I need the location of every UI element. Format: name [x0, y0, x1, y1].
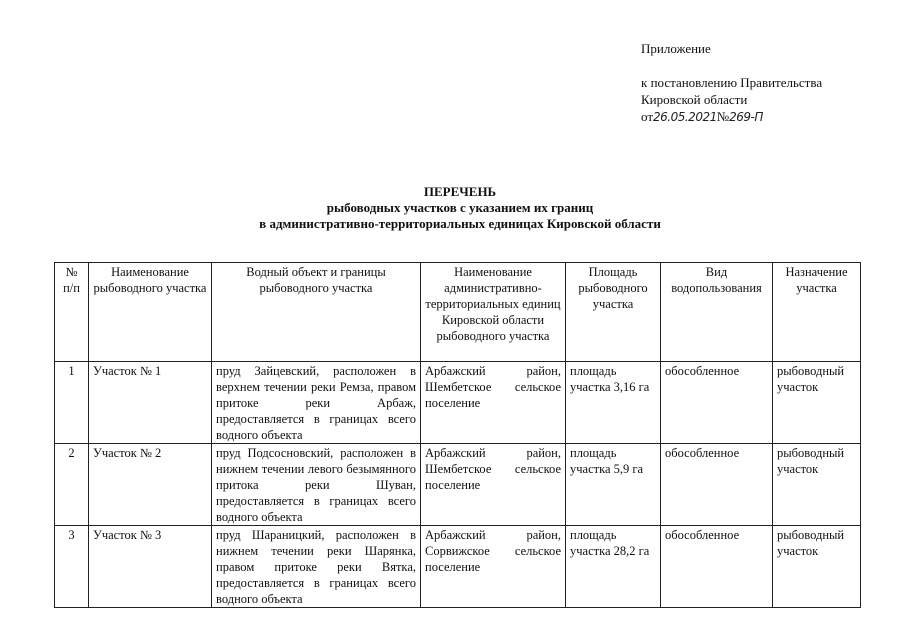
table-header-row [55, 263, 861, 362]
row-name: Участок № 3 [89, 526, 212, 608]
appendix-date-line [641, 108, 822, 126]
row-num: 3 [55, 526, 89, 608]
row-admin: Арбажский район, Шембетское сельское поселение [421, 362, 566, 444]
row-water: пруд Шараницкий, расположен в нижнем течении реки Шарянка, правом притоке реки Вятка, предоставляется в границах всего водного объекта [212, 526, 421, 608]
handwritten-date: 26.05.2021 [653, 110, 717, 124]
header-area: Площадь рыбоводного участка [566, 263, 661, 362]
row-water: пруд Подсосновский, расположен в нижнем течении левого безымянного притока реки Шуван, предоставляется в границах всего водного объекта [212, 444, 421, 526]
date-prefix: от [641, 109, 654, 124]
fishery-sites-table [54, 262, 861, 608]
row-area: площадь участка 28,2 га [566, 526, 661, 608]
row-admin: Арбажский район, Шембетское сельское поселение [421, 444, 566, 526]
row-num: 1 [55, 362, 89, 444]
heading-title: ПЕРЕЧЕНЬ [423, 184, 497, 199]
row-purpose: рыбоводный участок [773, 444, 861, 526]
header-use: Вид водопользования [661, 263, 773, 362]
appendix-label: Приложение [641, 41, 711, 56]
row-name: Участок № 1 [89, 362, 212, 444]
appendix-block [641, 40, 822, 126]
table-row [55, 362, 861, 444]
table-row [55, 444, 861, 526]
row-purpose: рыбоводный участок [773, 362, 861, 444]
header-name: Наименование рыбоводного участка [89, 263, 212, 362]
header-water: Водный объект и границы рыбоводного участка [212, 263, 421, 362]
row-water: пруд Зайцевский, расположен в верхнем течении реки Ремза, правом притоке реки Арбаж, предоставляется в границах всего водного объекта [212, 362, 421, 444]
handwritten-number: 269-П [729, 110, 763, 124]
header-num: № п/п [55, 263, 89, 362]
row-num: 2 [55, 444, 89, 526]
heading-line-2: в административно-территориальных единицах Кировской области [259, 216, 661, 231]
heading-line-1: рыбоводных участков с указанием их границ [326, 200, 594, 215]
row-use: обособленное [661, 526, 773, 608]
header-admin: Наименование административно-территориальных единиц Кировской области рыбоводного участка [421, 263, 566, 362]
row-admin: Арбажский район, Сорвижское сельское поселение [421, 526, 566, 608]
table-row [55, 526, 861, 608]
row-name: Участок № 2 [89, 444, 212, 526]
appendix-line-1: к постановлению Правительства [641, 75, 823, 90]
row-use: обособленное [661, 444, 773, 526]
row-area: площадь участка 3,16 га [566, 362, 661, 444]
header-purpose: Назначение участка [773, 263, 861, 362]
row-purpose: рыбоводный участок [773, 526, 861, 608]
number-prefix: № [716, 109, 730, 124]
row-area: площадь участка 5,9 га [566, 444, 661, 526]
appendix-line-2: Кировской области [641, 92, 748, 107]
row-use: обособленное [661, 362, 773, 444]
document-heading [150, 184, 770, 232]
